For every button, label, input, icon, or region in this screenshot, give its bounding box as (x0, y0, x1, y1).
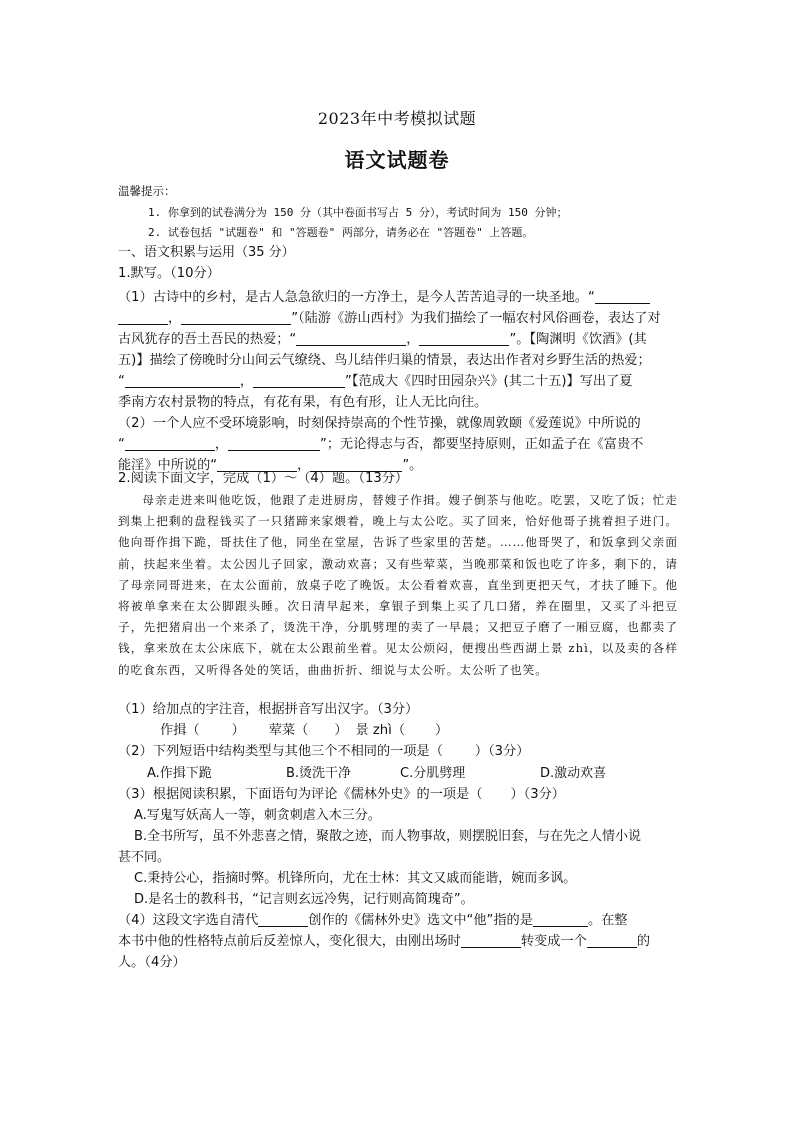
q2-sub4-line3: 人。（4分） (118, 955, 186, 970)
tip-item-1: 1. 你拿到的试卷满分为 150 分（其中卷面书写占 5 分），考试时间为 150 分钟； (148, 206, 568, 219)
q1-part1-line5 (118, 371, 633, 392)
q2-sub1-b-label: 荤菜（ (268, 723, 309, 738)
q1-heading: 1.默写。（10分） (118, 266, 220, 281)
q2-sub2-option-c[interactable]: C.分肌劈理 (400, 766, 466, 781)
q2-sub3-text: （3）根据阅读积累，下面语句为评论《儒林外史》的一项是（ (118, 787, 483, 802)
q2-sub2-option-a[interactable]: A.作揖下跪 (147, 766, 212, 781)
q1-part1-line3 (118, 329, 647, 350)
q2-sub3-option-c[interactable]: C.秉持公心，指摘时弊。机锋所向，尤在士林：其文又戚而能谐，婉而多讽。 (134, 871, 577, 886)
q1-text: ， (214, 437, 229, 452)
paper-title: 语文试题卷 (344, 148, 450, 172)
exam-title: 2023年中考模拟试题 (317, 109, 477, 128)
q1-text: ， (406, 332, 420, 347)
tip-item-2: 2. 试卷包括 "试题卷" 和 "答题卷" 两部分，请务必在 "答题卷" 上答题。 (148, 226, 534, 239)
q2-sub3-heading (118, 784, 565, 805)
q2-sub2-close: ）（3分） (474, 744, 530, 759)
q2-sub1-heading: （1）给加点的字注音，根据拼音写出汉字。（3分） (118, 702, 419, 717)
q1-text: （1）古诗中的乡村，是古人急急欲归的一方净土，是今人苦苦追寻的一块圣地。“ (118, 290, 595, 305)
answer-blank[interactable] (125, 436, 215, 451)
q2-sub2-option-b[interactable]: B.烫洗干净 (286, 766, 352, 781)
q2-sub1-b-close: ） (334, 723, 348, 738)
q2-sub2-heading (118, 741, 529, 762)
q2-sub4-line1 (118, 910, 628, 931)
q1-text: ”。【陶渊明《饮酒》(其 (509, 332, 647, 347)
reading-passage: 母亲走进来叫他吃饭，他跟了走进厨房，替嫂子作揖。嫂子倒茶与他吃。吃罢，又吃了饭；忙走到集上把剩的盘程钱买了一只猪蹄来家煨着，晚上与太公吃。买了回来，恰好他哥子挑着担子进门。他向哥作揖下跪，哥扶住了他，同坐在堂屋，告诉了些家里的苦楚。……他哥哭了，和饭拿到父亲面前，扶起来坐着。太公因儿子回家，激动欢喜；又有些荤菜，当晚那菜和饭也吃了许多，剩下的，请了母亲同哥进来，在太公面前，放桌子吃了晚饭。太公看着欢喜，直坐到更把天气，才扶了睡下。他将被单拿来在太公脚跟头睡。次日清早起来，拿银子到集上买了几口猪，养在圈里，又买了斗把豆子，先把猪肩出一个来杀了，烫洗干净，分肌劈理的卖了一早晨；又把豆子磨了一厢豆腐，也都卖了钱，拿来放在太公床底下，就在太公跟前坐着。见太公烦闷，便搜出些西湖上景 zhì，以及卖的各样的吃食东西，又听得各处的笑话，曲曲折折、细说与太公听。太公听了也笑。 (118, 493, 678, 677)
answer-blank[interactable] (533, 912, 588, 927)
answer-blank[interactable] (118, 310, 168, 325)
q2-heading: 2.阅读下面文字，完成（1）～（4）题。（13分） (118, 471, 409, 486)
q2-sub1-a-label: 作揖（ (160, 723, 200, 738)
q1-text: ”。 (402, 458, 423, 473)
answer-blank[interactable] (296, 331, 406, 346)
q1-part1-line6: 季南方农村景物的特点，有花有果，有色有形，让人无比向往。 (118, 395, 488, 410)
q2-sub1-a-close: ） (231, 723, 245, 738)
q2-sub3-option-a[interactable]: A.写鬼写妖高人一等，刺贪刺虐入木三分。 (134, 808, 381, 823)
answer-blank[interactable] (587, 933, 637, 948)
q2-sub4-text: 本书中他的性格特点前后反差惊人，变化很大，由刚出场时 (118, 934, 461, 949)
q2-sub3-close: ）（3分） (510, 787, 565, 802)
q1-text: “ (118, 437, 125, 452)
answer-blank[interactable] (461, 933, 521, 948)
answer-blank[interactable] (253, 373, 345, 388)
q1-text: ， (297, 458, 311, 473)
q1-text: ”【范成大《四时田园杂兴》(其二十五)】写出了夏 (345, 374, 633, 389)
answer-blank[interactable] (228, 436, 320, 451)
q2-sub4-text: 创作的《儒林外史》选文中“他”指的是 (308, 913, 533, 928)
tips-label: 温馨提示： (118, 184, 176, 198)
q1-part1-line4: 五)】描绘了傍晚时分山间云气缭绕、鸟儿结伴归巢的情景，表达出作者对乡野生活的热爱； (118, 353, 651, 368)
q2-sub3-option-b-cont[interactable]: 甚不同。 (118, 850, 171, 865)
q2-sub2-option-d[interactable]: D.激动欢喜 (540, 766, 607, 781)
answer-blank[interactable] (419, 331, 509, 346)
answer-blank[interactable] (181, 310, 291, 325)
section-1-heading: 一、语文积累与运用（35 分） (118, 245, 295, 260)
q2-sub1-items (160, 720, 448, 741)
q2-sub4-text: 的 (636, 934, 650, 949)
q1-text: ， (239, 374, 254, 389)
q2-sub3-option-b[interactable]: B.全书所写，虽不外悲喜之情，聚散之迹，而人物事故，则摆脱旧套，与在先之人情小说 (134, 829, 642, 844)
q1-text: 能淫》中所说的“ (118, 458, 218, 473)
q1-text: “ (118, 374, 125, 389)
q2-sub4-text: 转变成一个 (520, 934, 587, 949)
q1-text: ”（陆游《游山西村》为我们描绘了一幅农村风俗画卷，表达了对 (291, 311, 661, 326)
answer-blank[interactable] (258, 912, 308, 927)
q1-part1-line2 (118, 308, 661, 329)
q2-sub4-text: 。在整 (587, 913, 628, 928)
q1-part1-line1 (118, 287, 650, 308)
q2-sub1-c-close: ） (435, 723, 449, 738)
q1-part2-line1: （2）一个人应不受环境影响，时刻保持崇高的个性节操，就像周敦颐《爱莲说》中所说的 (118, 416, 641, 431)
q1-text: ”；无论得志与否，都要坚持原则，正如孟子在《富贵不 (320, 437, 644, 452)
q2-sub4-line2 (118, 931, 650, 952)
q1-text: 古风犹存的吾土吾民的热爱；“ (118, 332, 297, 347)
answer-blank[interactable] (595, 289, 650, 304)
answer-blank[interactable] (125, 373, 240, 388)
q2-sub1-c-label: 景 zhì（ (355, 723, 406, 738)
q2-sub3-option-d[interactable]: D.是名士的教科书，“记言则玄远冷隽，记行则高简瑰奇”。 (134, 892, 474, 907)
q1-text: ， (168, 311, 182, 326)
q2-sub4-text: （4）这段文字选自清代 (118, 913, 259, 928)
q2-sub2-text: （2）下列短语中结构类型与其他三个不相同的一项是（ (118, 744, 443, 759)
q1-part2-line2 (118, 434, 643, 455)
